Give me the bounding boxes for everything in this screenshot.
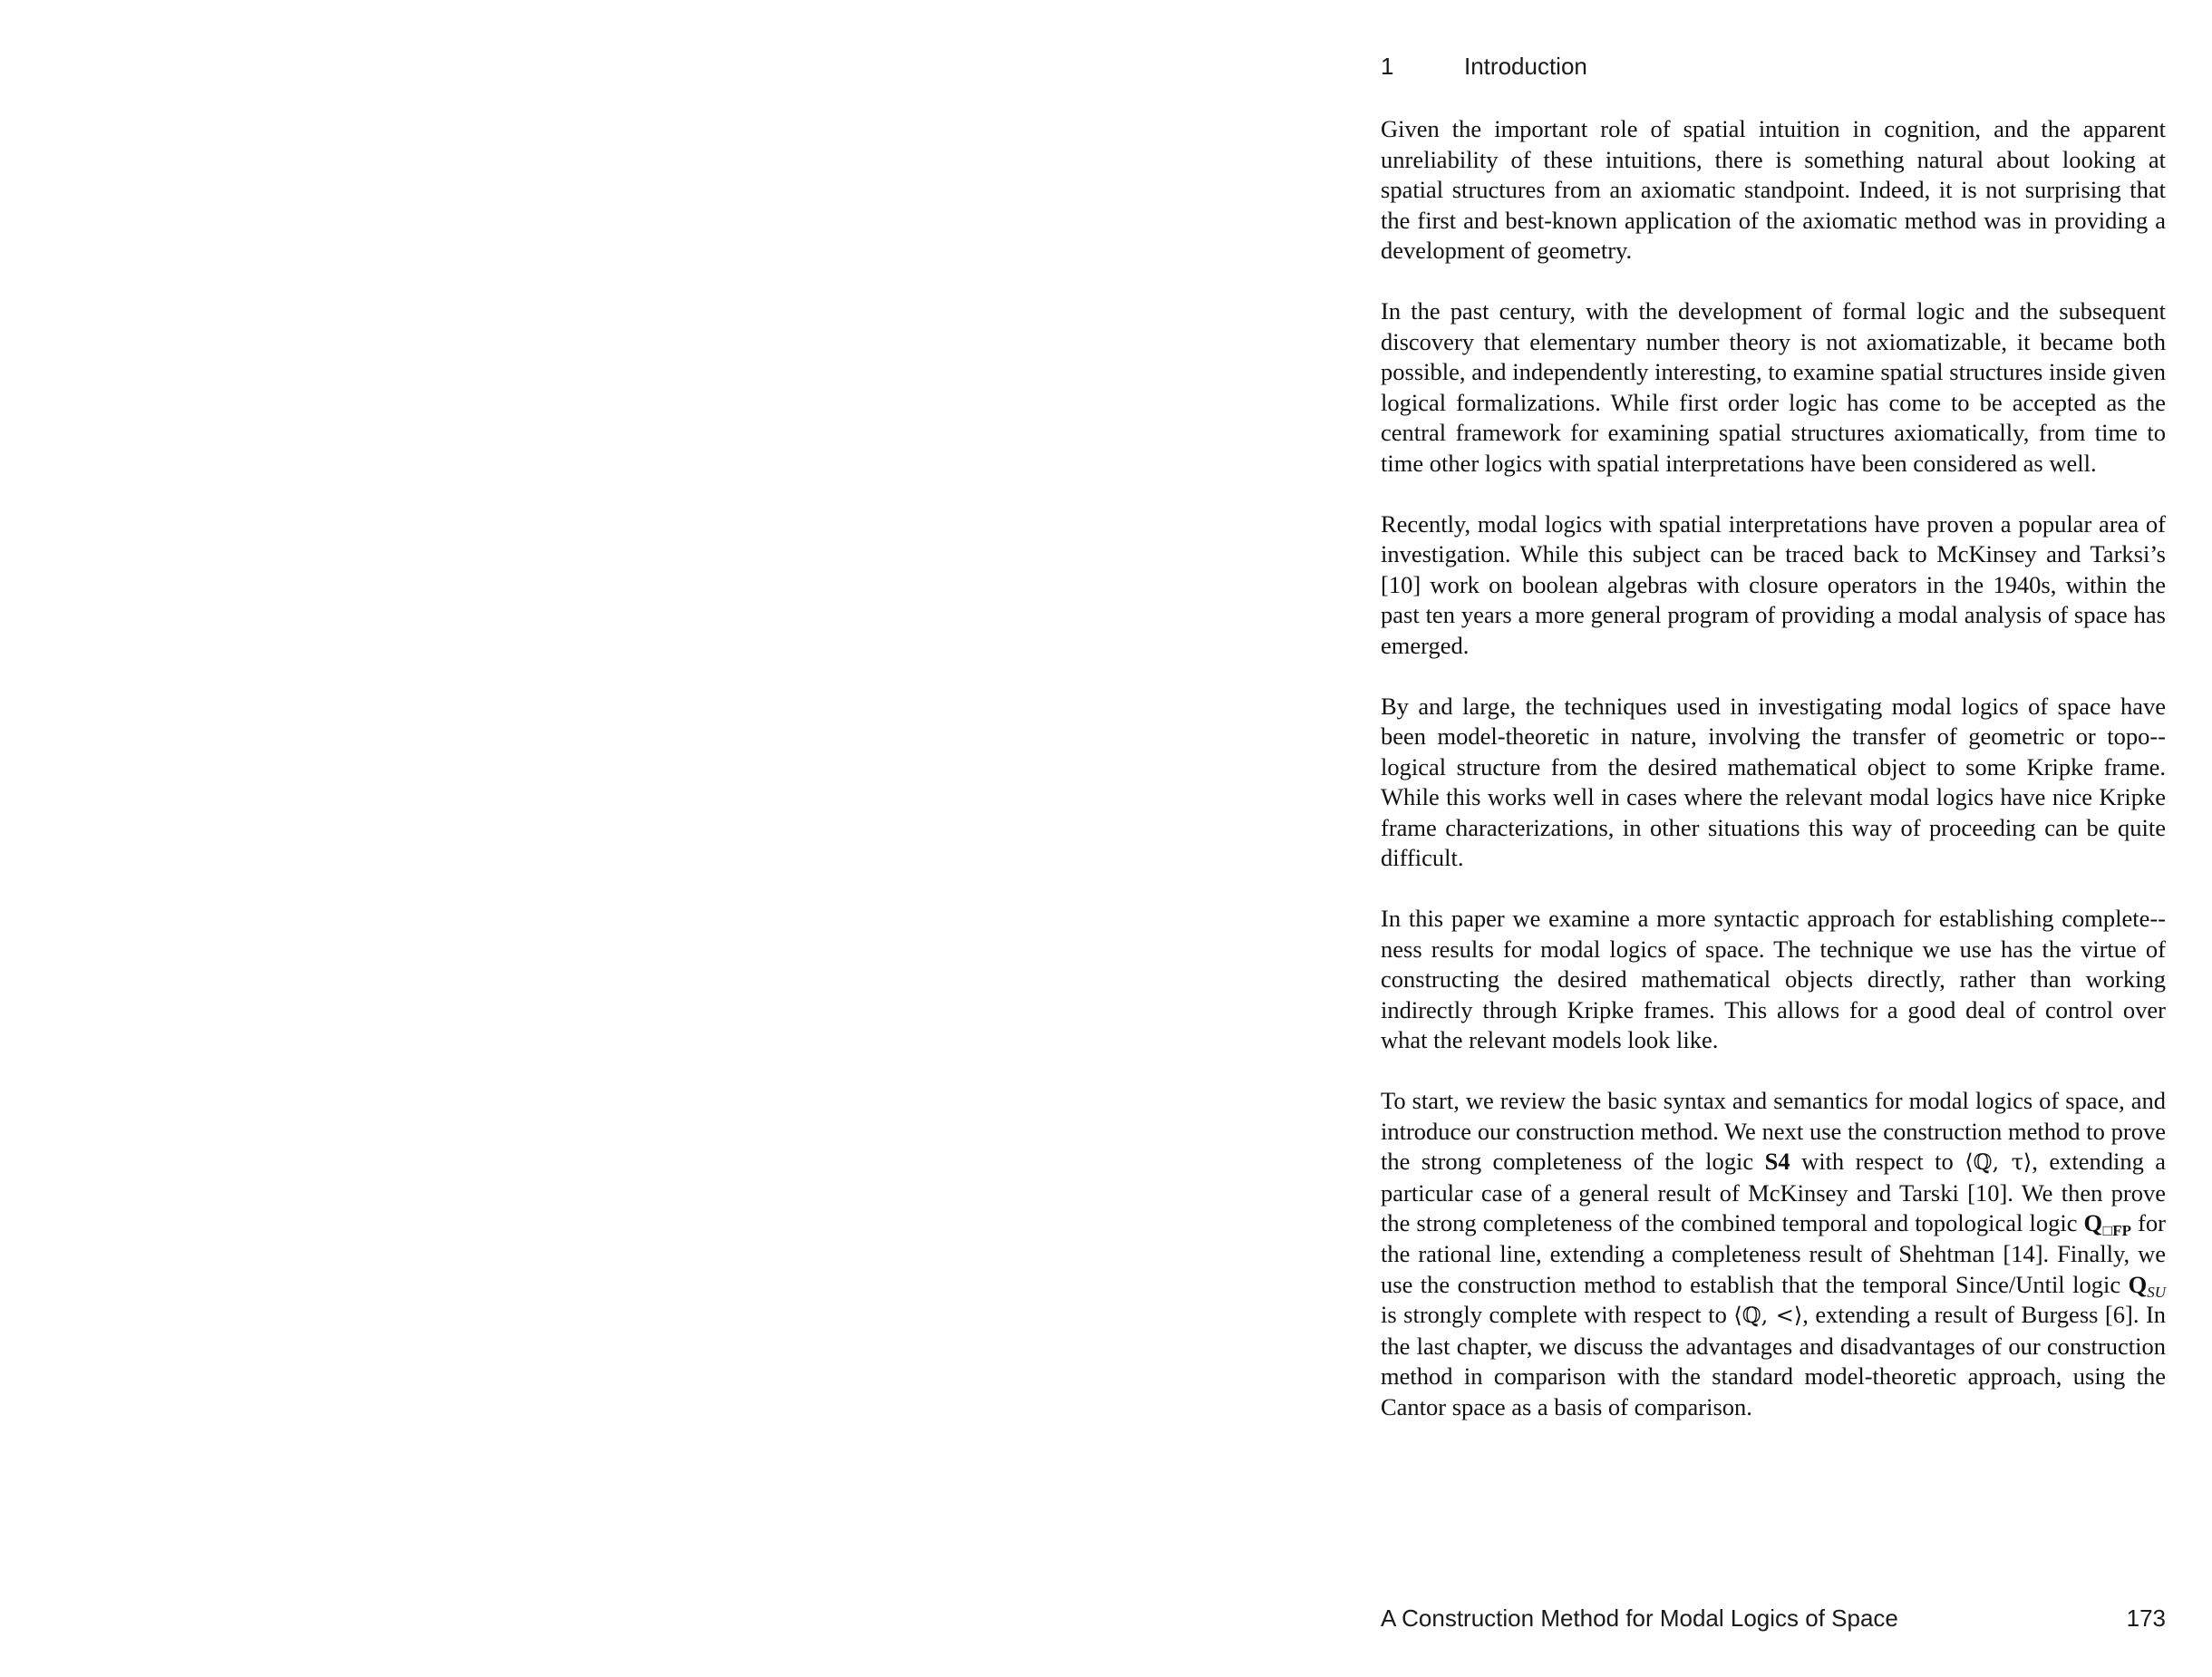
logic-q-fp bbox=[2083, 1209, 2132, 1240]
body-text bbox=[1381, 114, 2166, 1453]
logic-s4: S4 bbox=[1764, 1148, 1790, 1176]
logic-q-fp-base: Q bbox=[2083, 1209, 2103, 1237]
logic-q-su bbox=[2128, 1270, 2166, 1301]
structure-q-tau: ⟨ℚ, τ⟩ bbox=[1965, 1149, 2033, 1176]
paragraph-2: In the past century, with the development of formal logic and the subsequent discovery that elementary number theory is not axiomatizable, it became both possible, and independently interesting, to examine spatial structures inside given logical formalizations. While first order logic has come to be accepted as the central framework for examining spatial structures axiomatically, from time to time other logics with spatial interpretations have been considered as well. bbox=[1381, 296, 2166, 477]
chapter-title: Introduction bbox=[1464, 53, 1587, 80]
paragraph-5: In this paper we examine a more syntactic approach for establishing complete-ness results for modal logics of space. The technique we use has the virtue of constructing the desired mathematical objects directly, rather than working indirectly through Kripke frames. This allows for a good deal of control over what the relevant models look like. bbox=[1381, 905, 2166, 1054]
p6-text-3: , extending a particular case of a general result of McKinsey and Tarski [10]. We then prove the strong completeness of the combined temporal and topological logic bbox=[1381, 1148, 2167, 1237]
chapter-heading bbox=[1381, 53, 1587, 81]
p6-text-4: for the rational line, extending a completeness result of Shehtman [14]. Finally, we use the construction method to establish that the temporal Since/Until logic bbox=[1381, 1209, 2167, 1298]
p6-text-6: , extending a result of Burgess [6]. In the last chapter, we discuss the advantages and disadvantages of our construction method in comparison with the standard model-theoretic approach, using the Cantor space as a basis of comparison. bbox=[1381, 1301, 2167, 1420]
paragraph-1: Given the important role of spatial intuition in cognition, and the apparent unreliability of these intuitions, there is something natural about looking at spatial structures from an axiomatic standpoint. Indeed, it is not surprising that the first and best-known application of the axiomatic method was in providing a development of geometry. bbox=[1381, 115, 2166, 265]
page-number: 173 bbox=[2126, 1604, 2166, 1632]
p6-text-2: with respect to bbox=[1801, 1148, 1954, 1176]
chapter-number: 1 bbox=[1381, 53, 1394, 80]
right-page bbox=[1106, 0, 2212, 1677]
paragraph-4: By and large, the techniques used in investigating modal logics of space have been model-theoretic in nature, involving the transfer of geometric or topo-logical structure from the desired mathematical object to some Kripke frame. While this works well in cases where the relevant modal logics have nice Kripke frame characterizations, in other situations this way of proceeding can be quite difficult. bbox=[1381, 692, 2166, 872]
logic-q-su-base: Q bbox=[2128, 1270, 2148, 1298]
p6-text-5: is strongly complete with respect to bbox=[1381, 1301, 1727, 1329]
structure-q-lt: ⟨ℚ, <⟩ bbox=[1733, 1303, 1803, 1329]
paragraph-3: Recently, modal logics with spatial interpretations have proven a popular area of investigation. While this subject can be traced back to McKinsey and Tarksi’s [10] work on boolean algebras with closure operators in the 1940s, within the past ten years a more general program of providing a modal analysis of space has emerged. bbox=[1381, 509, 2166, 659]
paragraph-6 bbox=[1381, 1086, 2166, 1423]
logic-q-fp-subscript: □FP bbox=[2102, 1222, 2132, 1240]
logic-q-su-subscript: SU bbox=[2147, 1283, 2166, 1301]
running-title: A Construction Method for Modal Logics of Space bbox=[1381, 1604, 1898, 1632]
p6-text-1: To start, we review the basic syntax and semantics for modal logics of space, and introduce our construction method. We next use the construction method to prove the strong completeness of the logic bbox=[1381, 1087, 2166, 1176]
